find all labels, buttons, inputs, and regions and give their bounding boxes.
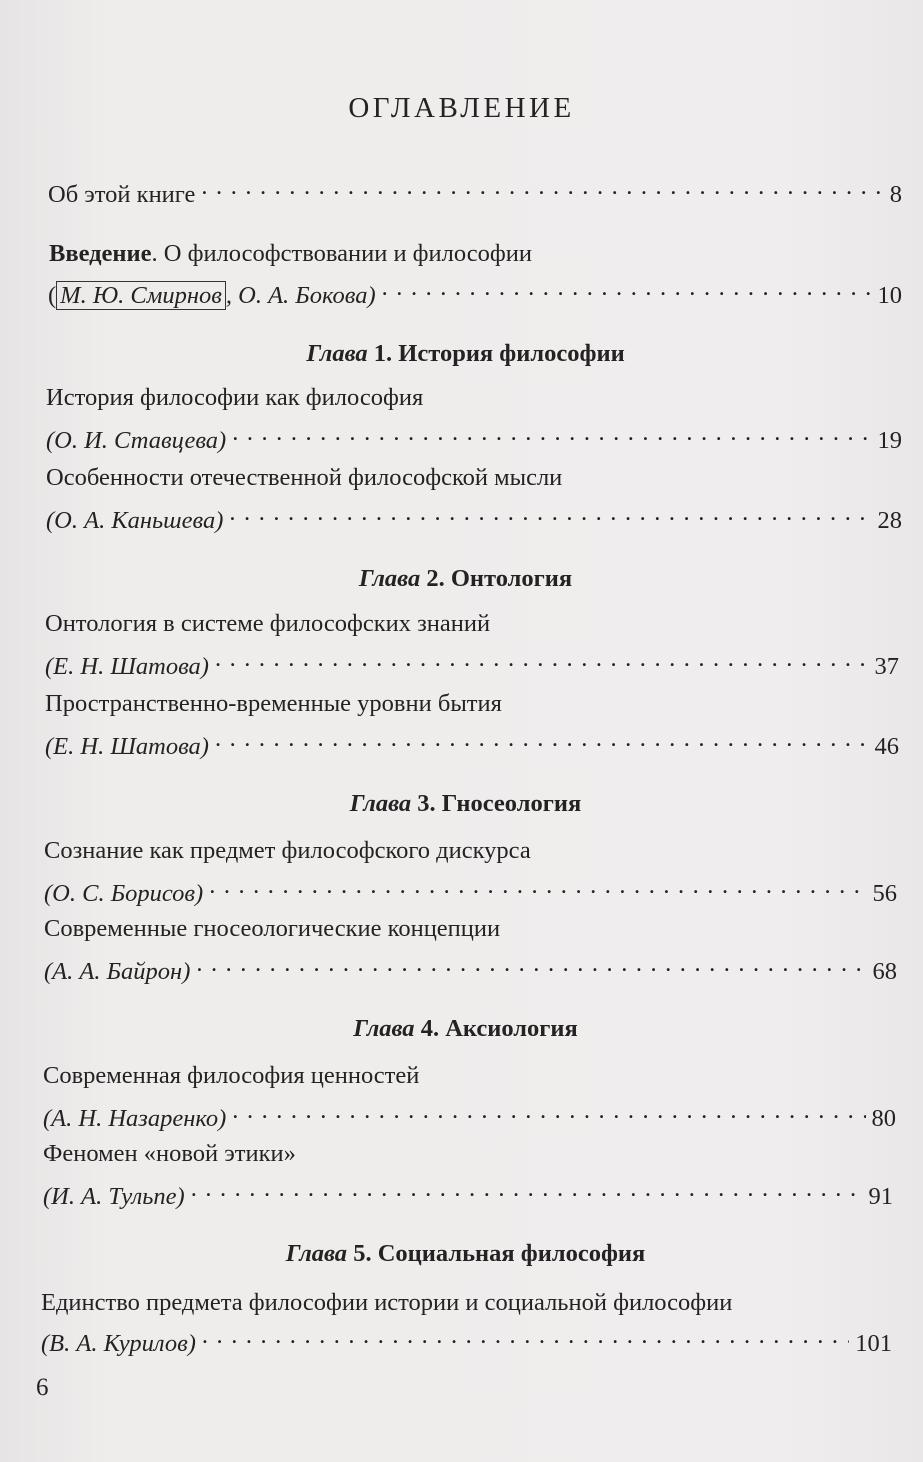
dot-leader: [232, 1096, 865, 1126]
dot-leader: [215, 644, 869, 674]
toc-page-number: 101: [855, 1330, 892, 1357]
toc-page-number: 68: [872, 958, 897, 985]
chapter-heading-1: [0, 339, 923, 369]
chapter-title: 5. Социальная философия: [347, 1240, 646, 1267]
toc-page-number: 46: [874, 733, 899, 760]
toc-entry-authors[interactable]: [44, 949, 897, 987]
toc-entry-author: (А. Н. Назаренко): [43, 1105, 227, 1132]
chapter-title: 2. Онтология: [420, 565, 573, 592]
toc-entry-authors[interactable]: [46, 418, 902, 456]
dot-leader: [196, 949, 866, 979]
intro-author-rest: , О. А. Бокова): [225, 282, 376, 309]
toc-entry-author: (О. А. Каньшева): [46, 507, 224, 534]
intro-label: Введение: [49, 240, 152, 267]
toc-entry-title[interactable]: Феномен «новой этики»: [43, 1140, 296, 1167]
toc-entry-title[interactable]: Современные гносеологические концепции: [44, 915, 501, 942]
toc-entry-title[interactable]: Онтология в системе философских знаний: [45, 610, 491, 637]
chapter-word: Глава: [353, 1015, 415, 1042]
toc-page-number: 10: [877, 282, 902, 309]
chapter-word: Глава: [285, 1240, 348, 1267]
toc-entry-intro-title[interactable]: [49, 239, 532, 269]
dot-leader: [201, 172, 883, 202]
dot-leader: [232, 418, 871, 448]
toc-page-number: 8: [889, 181, 902, 208]
toc-entry-author: (А. А. Байрон): [44, 958, 191, 985]
chapter-title: 4. Аксиология: [414, 1015, 578, 1042]
toc-entry-authors[interactable]: [45, 724, 899, 762]
chapter-heading-5: [0, 1239, 923, 1269]
toc-entry-authors[interactable]: [46, 498, 902, 536]
highlighted-author: М. Ю. Смирнов: [56, 281, 226, 310]
chapter-word: Глава: [349, 790, 412, 817]
toc-entry-about[interactable]: [48, 172, 902, 210]
toc-page-number: 80: [871, 1105, 896, 1132]
dot-leader: [215, 724, 869, 754]
page-title: ОГЛАВЛЕНИЕ: [348, 92, 575, 124]
toc-entry-author: (О. И. Ставцева): [46, 427, 227, 454]
dot-leader: [209, 871, 866, 901]
dot-leader: [191, 1174, 863, 1204]
dot-leader: [229, 498, 871, 528]
toc-page-number: 91: [868, 1183, 893, 1210]
toc-entry-author: (И. А. Тульпе): [43, 1183, 185, 1210]
toc-entry-authors[interactable]: [43, 1174, 893, 1212]
chapter-title: 1. История философии: [367, 340, 625, 367]
toc-entry-author: (О. С. Борисов): [44, 880, 204, 907]
intro-authors: [48, 281, 376, 311]
chapter-heading-2: [0, 564, 923, 594]
chapter-title: 3. Гносеология: [411, 790, 582, 817]
toc-entry-author: (Е. Н. Шатова): [45, 733, 209, 760]
toc-page-number: 28: [877, 507, 902, 534]
toc-page-number: 19: [877, 427, 902, 454]
toc-entry-title[interactable]: Современная философия ценностей: [43, 1062, 420, 1089]
toc-page-number: 37: [874, 653, 899, 680]
chapter-heading-3: [0, 789, 923, 819]
dot-leader: [202, 1321, 849, 1351]
toc-entry-title[interactable]: Пространственно-временные уровни бытия: [45, 690, 502, 717]
open-paren: (: [48, 282, 57, 309]
toc-entry-authors[interactable]: [45, 644, 899, 682]
toc-entry-author: (В. А. Курилов): [41, 1330, 196, 1357]
chapter-word: Глава: [306, 340, 368, 367]
page-number: 6: [36, 1374, 49, 1401]
chapter-heading-4: [0, 1014, 923, 1044]
toc-entry-intro-authors[interactable]: [48, 273, 902, 311]
toc-page-number: 56: [872, 880, 897, 907]
toc-entry-title: Об этой книге: [48, 181, 196, 208]
toc-entry-title[interactable]: Сознание как предмет философского дискурса: [44, 837, 531, 864]
intro-title-rest: . О философствовании и философии: [151, 240, 532, 267]
dot-leader: [382, 273, 872, 303]
toc-entry-authors[interactable]: [44, 871, 897, 909]
toc-entry-title[interactable]: Особенности отечественной философской мысли: [46, 464, 563, 491]
toc-entry-author: (Е. Н. Шатова): [45, 653, 209, 680]
toc-entry-authors[interactable]: [41, 1321, 892, 1359]
chapter-word: Глава: [358, 565, 421, 592]
toc-entry-title[interactable]: История философии как философия: [46, 384, 424, 411]
toc-entry-authors[interactable]: [43, 1096, 896, 1134]
toc-entry-title[interactable]: Единство предмета философии истории и социальной философии: [41, 1289, 733, 1316]
